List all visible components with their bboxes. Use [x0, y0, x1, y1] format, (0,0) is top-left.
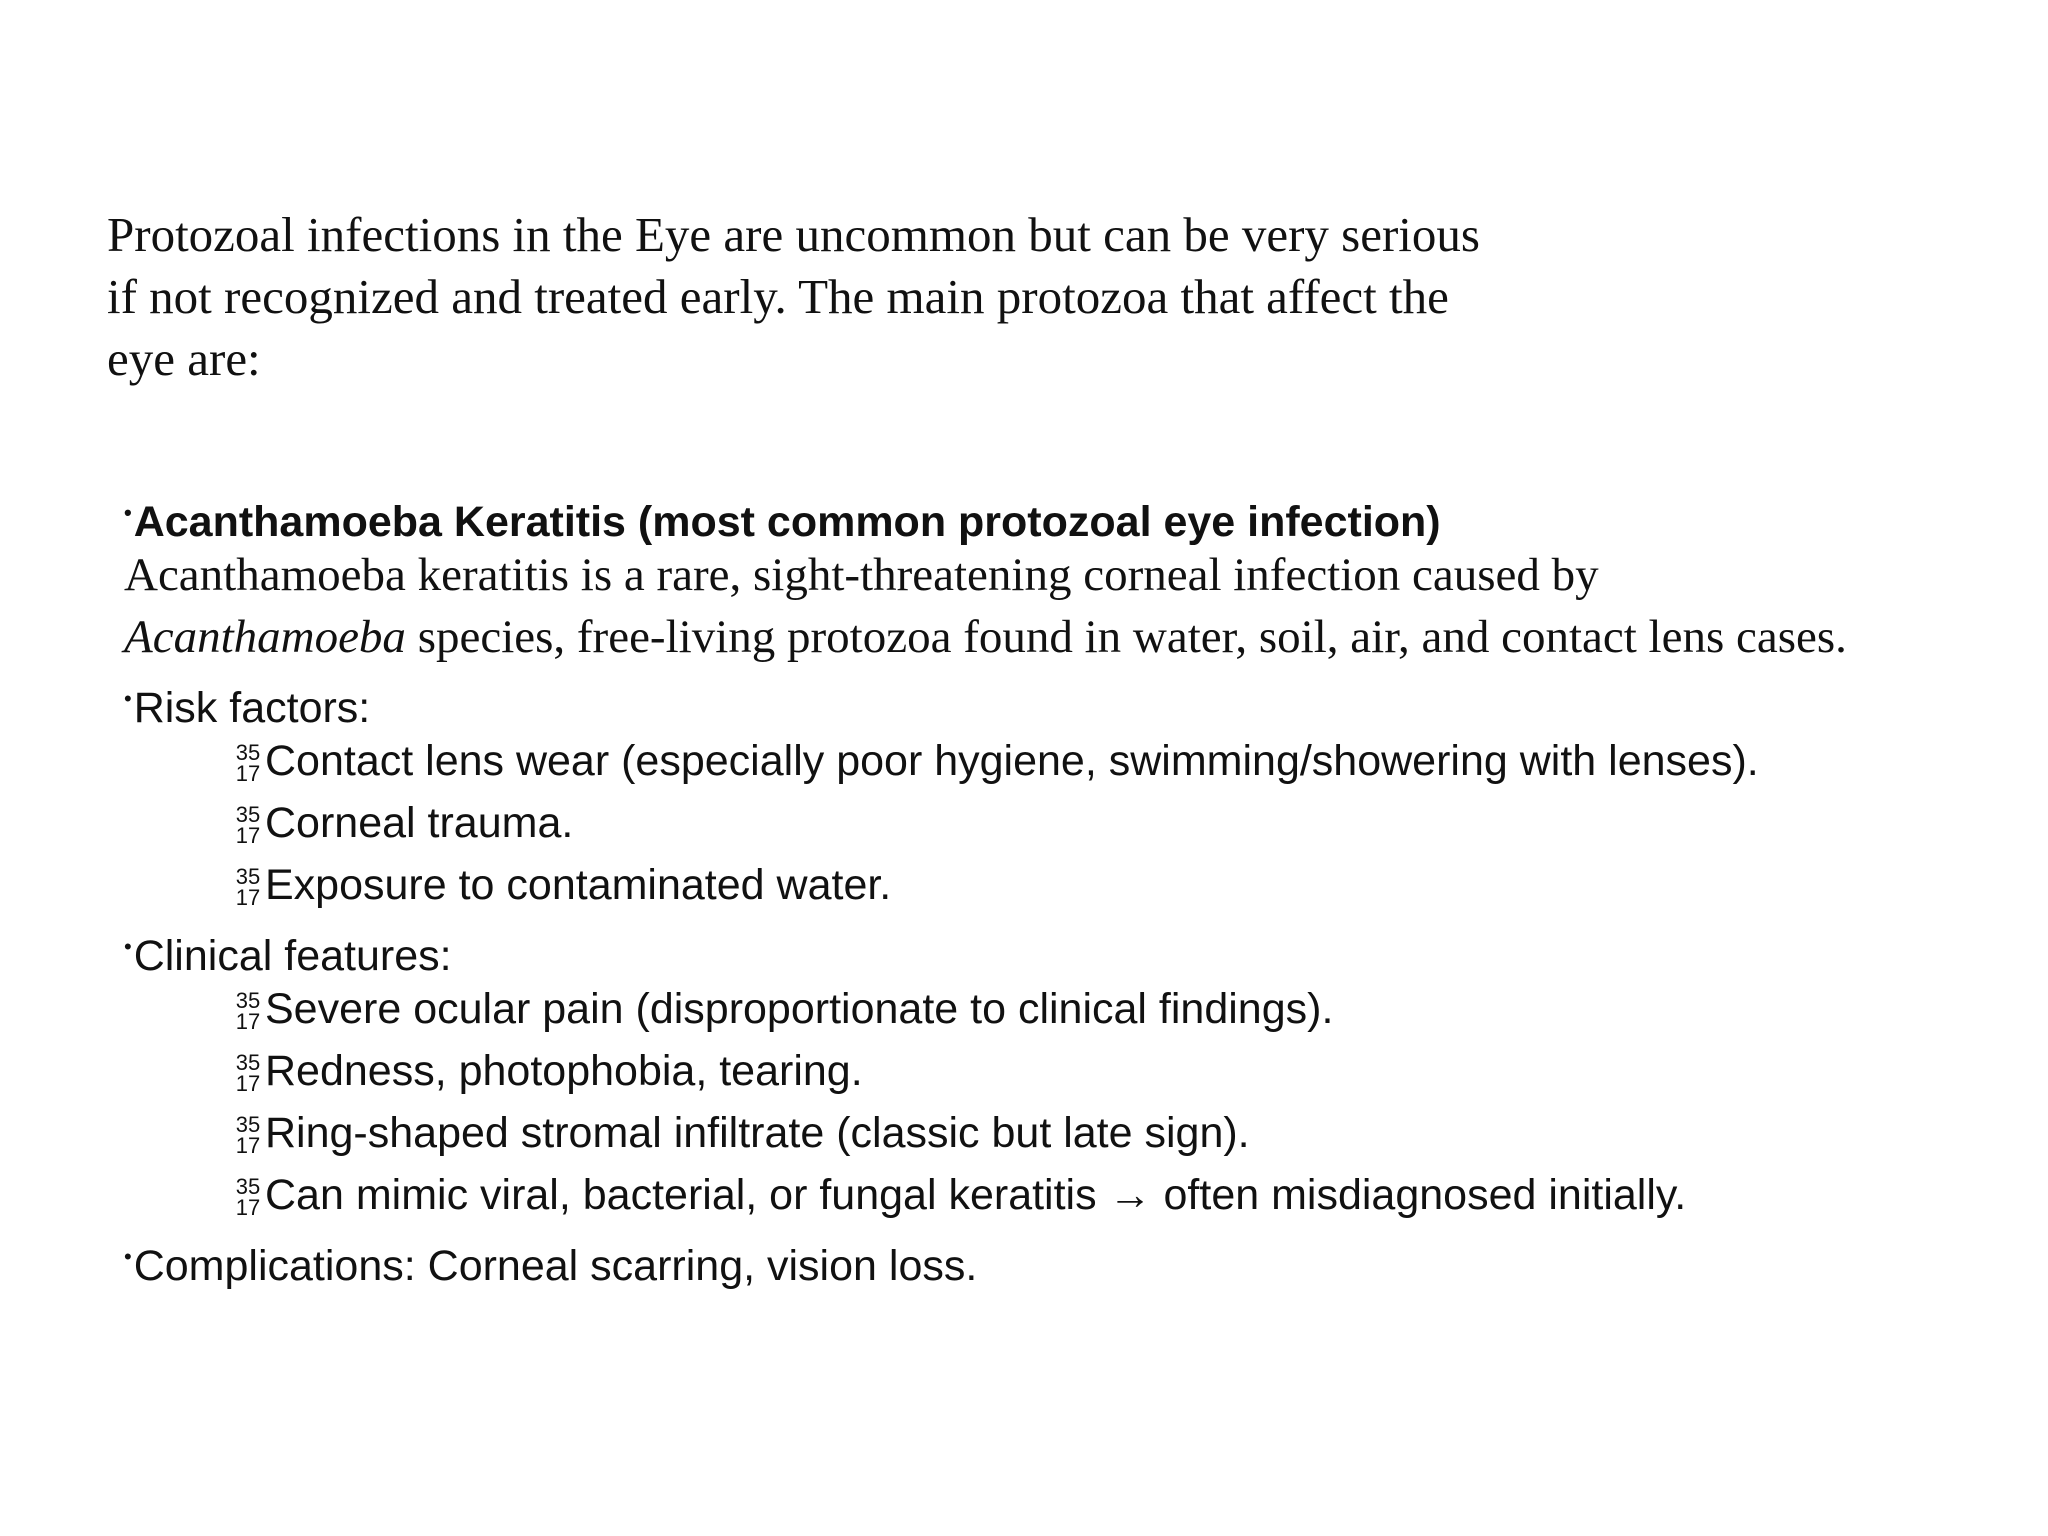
list-item	[124, 792, 2024, 854]
description-line	[124, 606, 2024, 668]
list-item	[124, 730, 2024, 792]
intro-line: if not recognized and treated early. The main protozoa that affect the	[107, 269, 1449, 324]
list-item	[124, 1164, 2024, 1226]
bullet-icon: •	[124, 686, 132, 711]
bullet-icon: •	[124, 934, 132, 959]
list-item	[124, 1102, 2024, 1164]
list-item-text: Corneal trauma.	[265, 799, 574, 847]
list-item	[124, 854, 2024, 916]
intro-line: eye are:	[107, 331, 261, 386]
risk-factors-heading-line	[124, 668, 2024, 730]
list-item-text: Redness, photophobia, tearing.	[265, 1047, 863, 1095]
section-heading: Acanthamoeba Keratitis (most common protozoal eye infection)	[133, 498, 1441, 546]
description-line	[124, 544, 2024, 606]
sub-bullet-glyph-icon: 35 17	[235, 864, 261, 910]
sub-bullet-glyph-icon: 35 17	[235, 740, 261, 786]
genus-name: Acanthamoeba	[124, 611, 406, 663]
sub-bullet-glyph-icon: 35 17	[235, 1112, 261, 1158]
list-item-text: Exposure to contaminated water.	[265, 861, 892, 909]
sub-bullet-glyph-icon: 35 17	[235, 1174, 261, 1220]
bullet-icon: •	[124, 1244, 132, 1269]
list-item-text: Ring-shaped stromal infiltrate (classic but late sign).	[265, 1109, 1250, 1157]
risk-factors-label: Risk factors:	[133, 684, 371, 732]
list-item-text: Contact lens wear (especially poor hygiene, swimming/showering with lenses).	[265, 737, 1759, 785]
description-text: Acanthamoeba keratitis is a rare, sight-threatening corneal infection caused by	[124, 549, 1599, 601]
sub-bullet-glyph-icon: 35 17	[235, 988, 261, 1034]
list-item	[124, 1040, 2024, 1102]
clinical-features-heading-line	[124, 916, 2024, 978]
complications-text: Complications: Corneal scarring, vision loss.	[133, 1242, 978, 1290]
list-item	[124, 978, 2024, 1040]
bullet-icon: •	[124, 500, 132, 525]
intro-paragraph	[107, 204, 1627, 390]
description-text: species, free-living protozoa found in water, soil, air, and contact lens cases.	[405, 611, 1847, 663]
clinical-features-label: Clinical features:	[133, 932, 452, 980]
list-item-text: Can mimic viral, bacterial, or fungal keratitis → often misdiagnosed initially.	[265, 1171, 1687, 1219]
sub-bullet-glyph-icon: 35 17	[235, 802, 261, 848]
acanthamoeba-section	[124, 482, 2024, 1288]
sub-bullet-glyph-icon: 35 17	[235, 1050, 261, 1096]
list-item-text: Severe ocular pain (disproportionate to clinical findings).	[265, 985, 1334, 1033]
intro-line: Protozoal infections in the Eye are uncommon but can be very serious	[107, 207, 1480, 262]
complications-line	[124, 1226, 2024, 1288]
section-heading-line	[124, 482, 2024, 544]
